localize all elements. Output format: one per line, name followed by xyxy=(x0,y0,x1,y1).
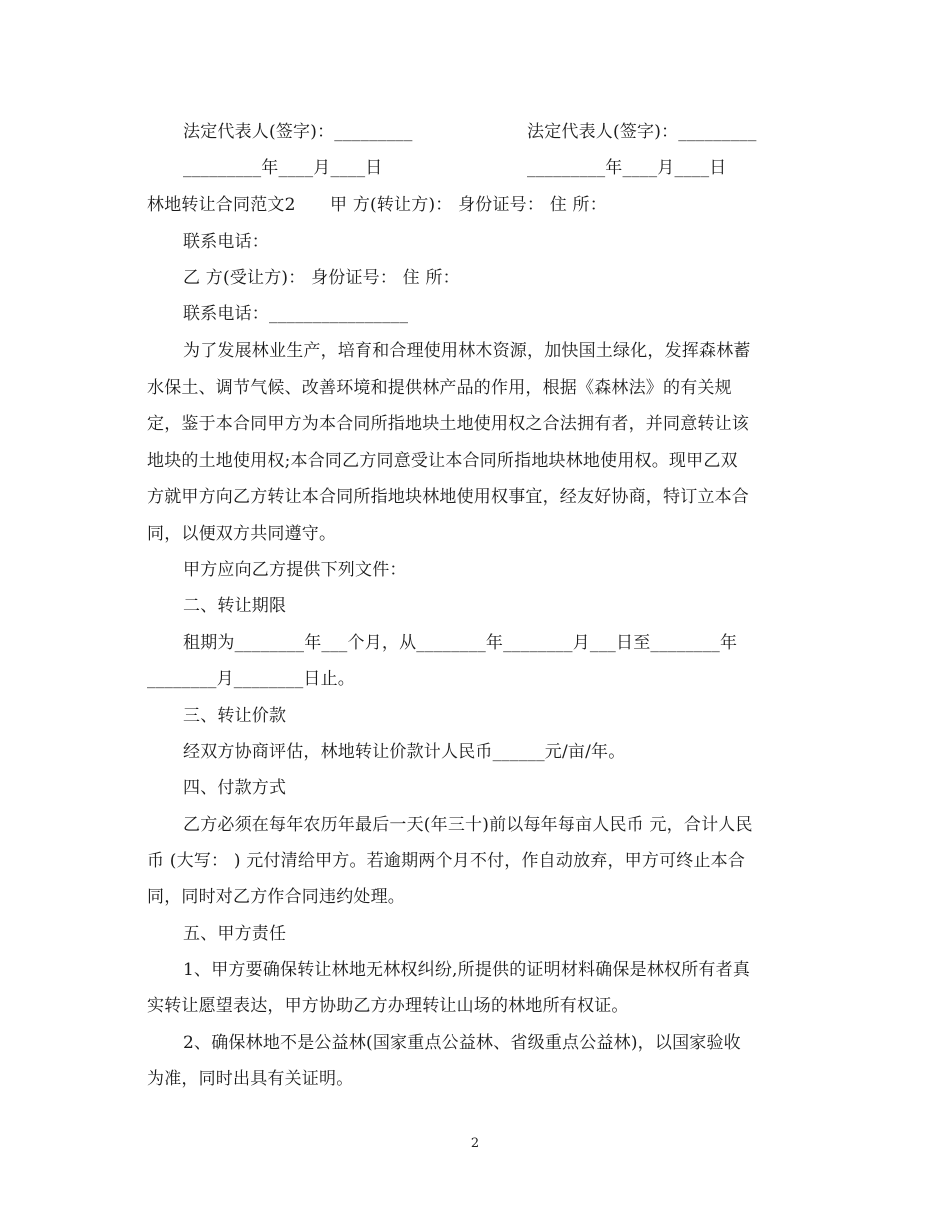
preamble-line-1: 为了发展林业生产，培育和合理使用林木资源，加快国土绿化，发挥森林蓄 xyxy=(183,341,751,361)
documents-clause: 甲方应向乙方提供下列文件： xyxy=(183,560,407,580)
payment-line-1: 乙方必须在每年农历年最后一天(年三十)前以每年每亩人民币 元，合计人民 xyxy=(183,815,753,835)
payment-line-2: 币 (大写： ) 元付清给甲方。若逾期两个月不付，作自动放弃，甲方可终止本合 xyxy=(147,851,746,871)
party-b-representative-signature: 法定代表人(签字)：_________ xyxy=(527,122,757,142)
preamble-line-6: 同，以便双方共同遵守。 xyxy=(147,524,337,544)
preamble-line-4: 地块的土地使用权;本合同乙方同意受让本合同所指地块林地使用权。现甲乙双 xyxy=(147,451,738,471)
party-b-phone: 联系电话：________________ xyxy=(183,304,409,324)
preamble-line-5: 方就甲方向乙方转让本合同所指地块林地使用权事宜，经友好协商，特订立本合 xyxy=(147,487,749,507)
payment-line-3: 同，同时对乙方作合同违约处理。 xyxy=(147,887,405,907)
duty-2-line-2: 为准，同时出具有关证明。 xyxy=(147,1069,354,1089)
term-line-2: ________月________日止。 xyxy=(147,669,355,689)
section-heading-payment: 四、付款方式 xyxy=(183,778,287,798)
section-heading-party-a-duties: 五、甲方责任 xyxy=(183,924,287,944)
preamble-line-3: 定，鉴于本合同甲方为本合同所指地块土地使用权之合法拥有者，并同意转让该 xyxy=(147,414,749,434)
party-b-signature-date: _________年____月____日 xyxy=(527,158,727,178)
party-a-phone: 联系电话： xyxy=(183,232,269,252)
preamble-line-2: 水保土、调节气候、改善环境和提供林产品的作用，根据《森林法》的有关规 xyxy=(147,378,732,398)
contract-title-and-party-a: 林地转让合同范文2 甲 方(转让方)： 身份证号： 住 所： xyxy=(147,195,607,215)
section-heading-price: 三、转让价款 xyxy=(183,706,287,726)
term-line-1: 租期为________年___个月，从________年________月___日至________年 xyxy=(183,633,738,653)
party-a-representative-signature: 法定代表人(签字)：_________ xyxy=(183,122,413,142)
section-heading-term: 二、转让期限 xyxy=(183,596,287,616)
duty-2-line-1: 2、确保林地不是公益林(国家重点公益林、省级重点公益林)，以国家验收 xyxy=(183,1033,741,1053)
party-a-signature-date: _________年____月____日 xyxy=(183,158,383,178)
party-b-info: 乙 方(受让方)： 身份证号： 住 所： xyxy=(183,268,460,288)
duty-1-line-2: 实转让愿望表达，甲方协助乙方办理转让山场的林地所有权证。 xyxy=(147,996,629,1016)
page-number: 2 xyxy=(470,1136,480,1151)
price-clause: 经双方协商评估，林地转让价款计人民币______元/亩/年。 xyxy=(183,742,626,762)
duty-1-line-1: 1、甲方要确保转让林地无林权纠纷,所提供的证明材料确保是林权所有者真 xyxy=(183,960,751,980)
